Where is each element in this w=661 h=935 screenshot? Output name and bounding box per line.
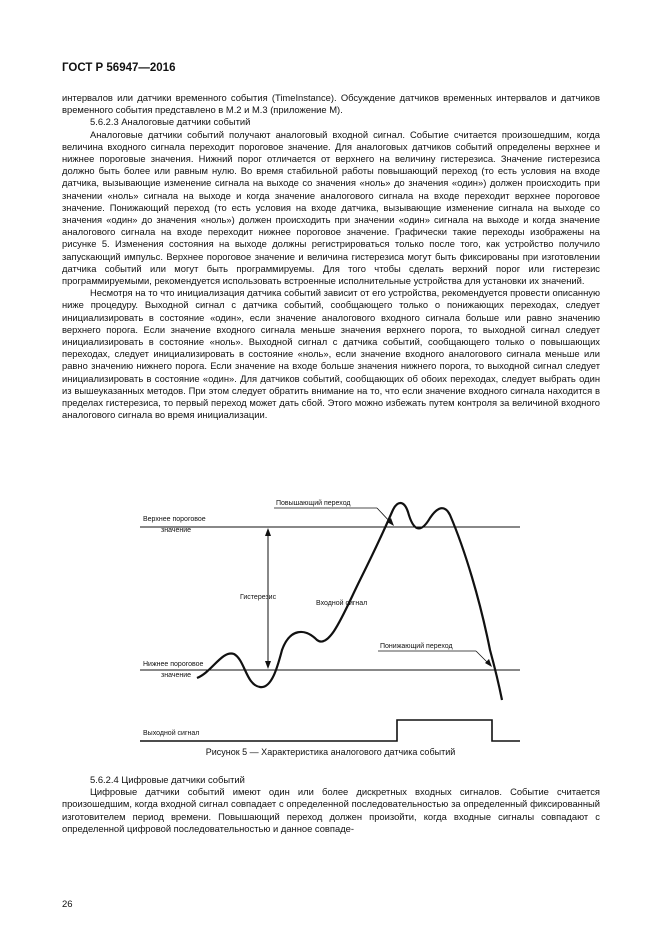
paragraph-analog-sensors: Аналоговые датчики событий получают аналоговый входной сигнал. Событие считается произошедшим, когда величина входного сигнала переходит пороговое значение. Для аналоговых датчиков событий определены верхнее и нижнее пороговые значения. Нижний порог отличается от верхнего на величину гистерезиса. Значение гистерезиса должно быть более или равным нулю. Во время стабильной работы повышающий переход (то есть условия на входе датчика, вызывающие изменение сигнала на выходе со значения «ноль» до значения «один») должен происходить при значении «ноль» сигнала на выходе и когда значение аналогового сигнала на входе переходит верхнее пороговое значение. Понижающий переход (то есть условия на входе датчика, вызывающие изменение сигнала на выходе со значения «один» до значения «ноль») должен происходить при значении «один» сигнала на выходе и когда значение аналогового сигнала на входе переходит нижнее пороговое значение. Графически такие переходы изображены на рисунке 5. Изменения состояния на выходе должны регистрироваться только после того, как устройство получило запускающий импульс. Верхнее пороговое значение и величина гистерезиса могут быть фиксированы при изготовлении датчика событий или могут быть программируемы. Для того чтобы сделать верхний порог или гистерезис программируемыми, рекомендуется использовать встроенные исполнительные устройства для установки их значений. — [62, 128, 600, 287]
upper-threshold-label-2: значение — [161, 527, 192, 534]
paragraph-initialization: Несмотря на то что инициализация датчика событий зависит от его устройства, рекомендуется провести описанную ниже процедуру. Выходной сигнал с датчика событий, сообщающего только о понижающих переходах, следует инициализировать в состояние «один», если значение аналогового входного сигнала больше или равно значению верхнего порога. Если значение входного сигнала меньше значения верхнего порога, то выходной сигнал следует инициализировать в состояние «ноль». Выходной сигнал с датчика событий, сообщающего только о повышающих переходах, следует инициализировать в состояние «ноль», если значение входного аналогового сигнала меньше или равно значению нижнего порога. Если значение на входе больше значения нижнего порога, то выходной сигнал следует инициализировать в состояние «один». Для датчиков событий, сообщающих об обоих переходах, следует выбрать один из вышеуказанных методов. При этом следует обратить внимание на то, что если значение входного сигнала находится в пределах гистерезиса, то первый переход может дать сбой. Этого можно избежать путем контроля за величиной входного аналогового сигнала во время инициализации. — [62, 287, 600, 421]
section-heading-5-6-2-3: 5.6.2.3 Аналоговые датчики событий — [90, 116, 251, 128]
hysteresis-label: Гистерезис — [240, 594, 277, 601]
falling-transition-label: Понижающий переход — [380, 643, 453, 650]
paragraph-digital-sensors: Цифровые датчики событий имеют один или более дискретных входных сигналов. Событие считается произошедшим, когда входной сигнал совпадает с определенной последовательностью за определенный фиксированный изготовителем период времени. Повышающий переход должен произойти, когда входные сигналы совпадают с определенной цифровой последовательностью и данное совпаде- — [62, 786, 600, 834]
lower-threshold-label-2: значение — [161, 672, 192, 679]
document-header: ГОСТ Р 56947—2016 — [62, 62, 176, 74]
paragraph-intro: интервалов или датчики временного события (TimeInstance). Обсуждение датчиков временных интервалов и датчиков временного события представлено в М.2 и М.3 (приложение М). — [62, 92, 600, 116]
falling-arrow-icon — [485, 659, 492, 667]
input-signal-label: Входной сигнал — [316, 600, 368, 607]
lower-threshold-label-1: Нижнее пороговое — [143, 661, 204, 668]
page-number: 26 — [62, 899, 73, 910]
upper-threshold-label-1: Верхнее пороговое — [143, 516, 206, 523]
arrow-down-icon — [265, 661, 271, 669]
section-heading-5-6-2-4: 5.6.2.4 Цифровые датчики событий — [90, 774, 245, 785]
figure-caption: Рисунок 5 — Характеристика аналогового датчика событий — [205, 747, 456, 757]
arrow-up-icon — [265, 528, 271, 536]
output-signal-label: Выходной сигнал — [143, 730, 200, 737]
rising-transition-label: Повышающий переход — [276, 500, 351, 507]
bottom-text-block — [62, 774, 600, 835]
